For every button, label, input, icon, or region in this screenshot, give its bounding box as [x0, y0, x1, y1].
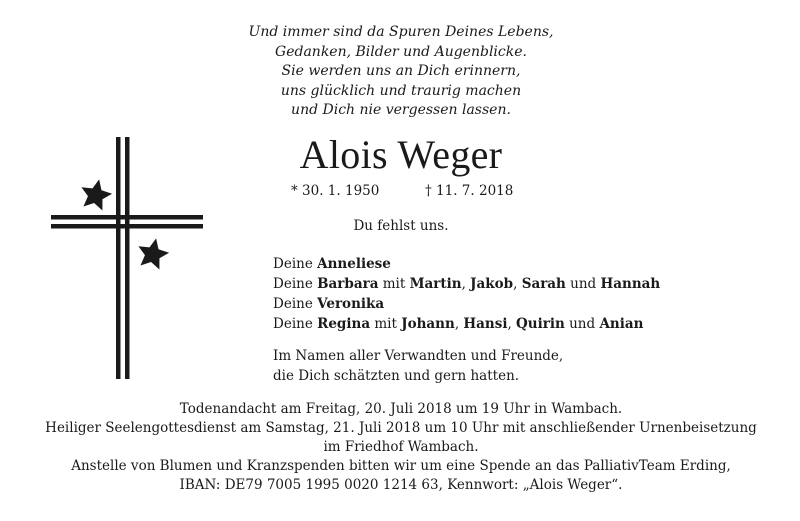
missed-text: Du fehlst uns. — [353, 218, 449, 234]
family-member: Anian — [599, 316, 644, 332]
info-line: IBAN: DE79 7005 1995 0020 1214 63, Kennwort: „Alois Weger“. — [179, 477, 623, 493]
family-member: Anneliese — [317, 256, 391, 272]
family-prefix: Deine — [273, 296, 313, 312]
closing-text — [273, 346, 563, 386]
family-member: Hannah — [600, 276, 661, 292]
family-connector: mit — [382, 276, 406, 292]
death-date: † 11. 7. 2018 — [425, 183, 514, 199]
poem-line: Gedanken, Bilder und Augenblicke. — [275, 43, 527, 60]
poem — [1, 23, 800, 121]
family-connector: und — [569, 316, 596, 332]
family-line: Deine Regina mit Johann, Hansi, Quirin und Anian — [273, 316, 644, 332]
family-connector: mit — [374, 316, 397, 332]
poem-line: Sie werden uns an Dich erinnern, — [281, 63, 521, 79]
family-member: Hansi — [463, 316, 508, 332]
family-member: Veronika — [317, 296, 385, 312]
family-line — [273, 254, 660, 274]
deceased-name: Alois Weger — [299, 132, 503, 177]
family-line — [273, 294, 660, 314]
star-icon — [135, 235, 172, 271]
family-member: Jakob — [470, 276, 514, 292]
family-member: Barbara — [317, 276, 379, 292]
family-prefix: Deine — [273, 276, 313, 292]
family-line: Deine Barbara mit Martin, Jakob, Sarah und Hannah — [273, 276, 661, 292]
family-member: Quirin — [516, 316, 565, 332]
family-member: Regina — [317, 316, 371, 332]
family-member: Sarah — [521, 276, 566, 292]
service-info — [1, 400, 800, 495]
family-prefix: Deine — [273, 256, 313, 272]
family-member: Johann — [401, 316, 455, 332]
family-list — [273, 254, 660, 334]
star-icon — [78, 176, 115, 212]
family-connector: und — [570, 276, 597, 292]
info-line: im Friedhof Wambach. — [323, 439, 479, 455]
info-line: Anstelle von Blumen und Kranzspenden bitten wir um eine Spende an das PalliativTeam Erding, — [71, 458, 731, 474]
info-line: Heiliger Seelengottesdienst am Samstag, 21. Juli 2018 um 10 Uhr mit anschließender Urnenbeisetzung — [45, 420, 757, 436]
info-line: Todenandacht am Freitag, 20. Juli 2018 um 19 Uhr in Wambach. — [179, 401, 623, 417]
family-member: Martin — [409, 276, 462, 292]
closing-line: die Dich schätzten und gern hatten. — [273, 368, 520, 384]
closing-line: Im Namen aller Verwandten und Freunde, — [273, 348, 564, 364]
poem-line: und Dich nie vergessen lassen. — [291, 102, 511, 118]
poem-line: Und immer sind da Spuren Deines Lebens, — [248, 24, 554, 40]
birth-date: * 30. 1. 1950 — [291, 183, 380, 199]
poem-line: uns glücklich und traurig machen — [280, 82, 522, 99]
family-prefix: Deine — [273, 316, 313, 332]
